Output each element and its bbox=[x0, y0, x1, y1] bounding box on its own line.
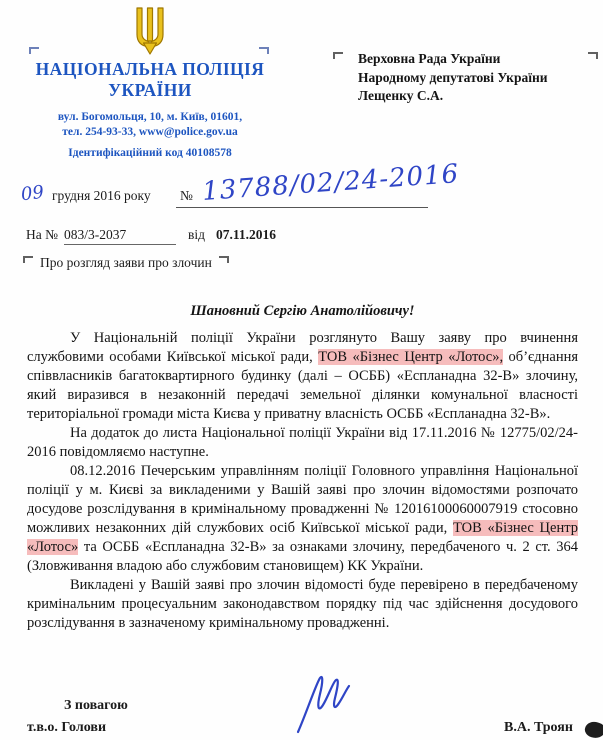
org-id-code: Ідентифікаційний код 40108578 bbox=[68, 147, 232, 159]
handwritten-signature-icon bbox=[288, 672, 368, 740]
paragraph-text: У Національній поліції України розглянуто Вашу заяву про вчинення службовими особами Київської міської ради, bbox=[27, 330, 578, 365]
closing-text: З повагою bbox=[64, 698, 128, 713]
number-underline bbox=[176, 207, 428, 208]
reply-date: 07.11.2016 bbox=[216, 227, 277, 242]
reply-from-label: від bbox=[188, 227, 205, 242]
letterhead bbox=[0, 0, 300, 159]
corner-mark bbox=[29, 47, 39, 54]
body-paragraph-1 bbox=[27, 329, 578, 424]
paragraph-text: об’єднання співвласників багатоквартирного будинку (далі – ОСББ) «Еспланадна 32-В» злочину, який виразився в незаконній передачі земельної ділянки комунальної власності територіальної громади міста Києва у приватну власність ОСББ «Еспланадна 32-В». bbox=[27, 349, 579, 422]
highlighted-company-name: ТОВ «Бізнес Центр «Лотос», bbox=[318, 349, 504, 365]
handwritten-day: 09 bbox=[19, 181, 46, 206]
body-paragraph-2: На додаток до листа Національної поліції України від 17.11.2016 № 12775/02/24-2016 повідомляємо наступне. bbox=[27, 425, 578, 460]
corner-mark bbox=[259, 47, 269, 54]
reply-to-label: На № bbox=[26, 227, 58, 242]
paragraph-text: 08.12.2016 Печерським управлінням поліції Головного управління Національної поліції у м. Києві за викладеними у Вашій заяві про злочин відомостями розпочато досудове розслідування в кримінальному провадженні № 12016100060007919 стосовно можливих незаконних дій службових осіб Київської міської ради, bbox=[27, 463, 578, 536]
trident-emblem-icon bbox=[0, 5, 300, 57]
org-name-line2: УКРАЇНИ bbox=[108, 80, 192, 100]
handwritten-outgoing-number: 13788/02/24-2016 bbox=[201, 159, 461, 207]
number-label: № bbox=[180, 188, 193, 203]
org-name-line1: НАЦІОНАЛЬНА ПОЛІЦІЯ bbox=[35, 59, 265, 79]
recipient-line: Лещенку С.А. bbox=[358, 88, 444, 103]
paragraph-text: та ОСББ «Еспланадна 32-В» за ознаками злочину, передбаченого ч. 2 ст. 364 (Зловживання владою або службовим становищем) КК України. bbox=[27, 539, 578, 574]
org-address bbox=[0, 110, 300, 140]
org-name bbox=[0, 59, 300, 101]
signer-name: В.А. Троян bbox=[504, 720, 573, 735]
corner-mark bbox=[333, 52, 343, 59]
salutation: Шановний Сергію Анатолійовичу! bbox=[190, 303, 415, 319]
scan-artifact bbox=[583, 719, 603, 740]
org-address-line1: вул. Богомольця, 10, м. Київ, 01601, bbox=[57, 111, 243, 123]
corner-mark bbox=[23, 256, 33, 263]
highlighted-company-name: ТОВ «Бізнес Центр «Лотос» bbox=[27, 520, 578, 555]
reply-to-number: 083/3-2037 bbox=[64, 227, 176, 245]
body-paragraph-3 bbox=[27, 462, 578, 576]
date-printed: грудня 2016 року bbox=[52, 188, 151, 203]
recipient-line: Народному депутатові України bbox=[358, 69, 548, 85]
signer-title: т.в.о. Голови bbox=[27, 720, 107, 735]
org-address-line2: тел. 254-93-33, www@police.gov.ua bbox=[62, 126, 238, 138]
body-paragraph-4: Викладені у Вашій заяві про злочин відомості буде перевірено в передбаченому кримінальним процесуальним законодавством порядку під час здійснення досудового розслідування в зазначеному кримінальному провадженні. bbox=[27, 577, 578, 631]
corner-mark bbox=[588, 52, 598, 59]
letter-body bbox=[27, 302, 578, 633]
subject-text: Про розгляд заяви про злочин bbox=[40, 255, 212, 270]
subject-row bbox=[23, 254, 229, 271]
recipient-line: Верховна Рада України bbox=[358, 51, 501, 66]
corner-mark bbox=[219, 256, 229, 263]
recipient-block bbox=[358, 50, 583, 106]
